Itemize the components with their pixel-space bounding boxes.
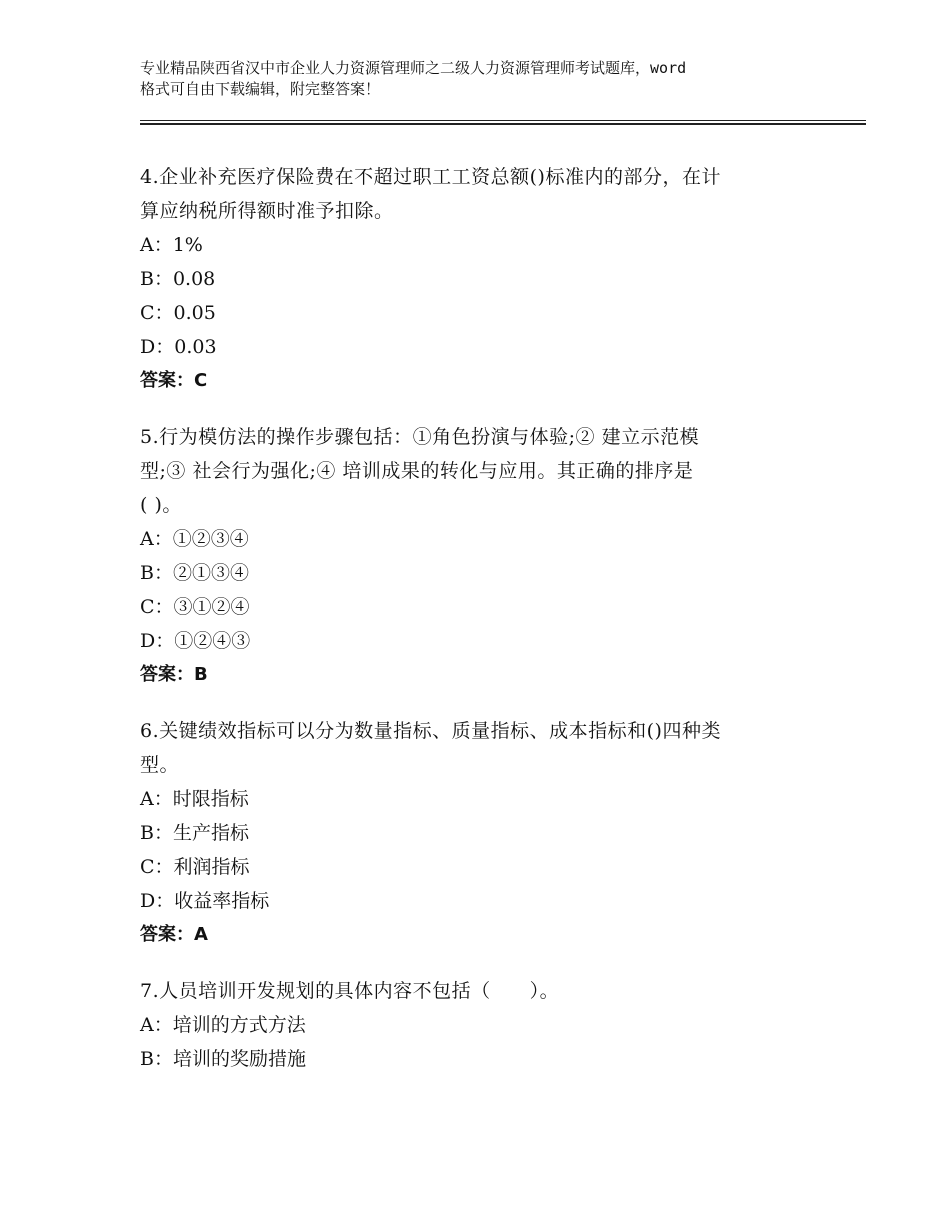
option-b: B：0.08 xyxy=(140,268,216,290)
option-c: C：③①②④ xyxy=(140,596,250,618)
answer-label: 答案：C xyxy=(140,370,208,391)
header-title-line-2: 格式可自由下载编辑，附完整答案！ xyxy=(140,80,381,98)
question-text: 4.企业补充医疗保险费在不超过职工工资总额()标准内的部分，在计 xyxy=(140,166,721,188)
option-b: B：培训的奖励措施 xyxy=(140,1048,306,1070)
option-d: D：收益率指标 xyxy=(140,890,270,912)
header-divider-thick xyxy=(140,123,866,125)
question-text: 5.行为模仿法的操作步骤包括：①角色扮演与体验;② 建立示范模 xyxy=(140,426,700,448)
option-c: C：利润指标 xyxy=(140,856,250,878)
option-c: C：0.05 xyxy=(140,302,216,324)
question-text: ( )。 xyxy=(140,494,182,516)
option-a: A：①②③④ xyxy=(140,528,249,550)
question-text: 型。 xyxy=(140,754,180,776)
option-a: A：培训的方式方法 xyxy=(140,1014,306,1036)
answer-label: 答案：A xyxy=(140,924,208,945)
answer-label: 答案：B xyxy=(140,664,208,685)
question-list xyxy=(140,160,820,1098)
option-a: A：时限指标 xyxy=(140,788,249,810)
question-6 xyxy=(140,714,820,952)
option-a: A：1% xyxy=(140,234,203,256)
option-d: D：①②④③ xyxy=(140,630,251,652)
question-text: 型;③ 社会行为强化;④ 培训成果的转化与应用。其正确的排序是 xyxy=(140,460,694,482)
question-4 xyxy=(140,160,820,398)
document-header xyxy=(140,58,840,100)
question-7 xyxy=(140,974,820,1076)
question-text: 7.人员培训开发规划的具体内容不包括（ ）。 xyxy=(140,980,560,1002)
header-divider-thin xyxy=(140,120,866,121)
question-text: 6.关键绩效指标可以分为数量指标、质量指标、成本指标和()四种类 xyxy=(140,720,721,742)
question-5 xyxy=(140,420,820,692)
option-b: B：生产指标 xyxy=(140,822,249,844)
question-text: 算应纳税所得额时准予扣除。 xyxy=(140,200,394,222)
header-title-line-1: 专业精品陕西省汉中市企业人力资源管理师之二级人力资源管理师考试题库，word xyxy=(140,59,687,77)
option-b: B：②①③④ xyxy=(140,562,249,584)
option-d: D：0.03 xyxy=(140,336,217,358)
